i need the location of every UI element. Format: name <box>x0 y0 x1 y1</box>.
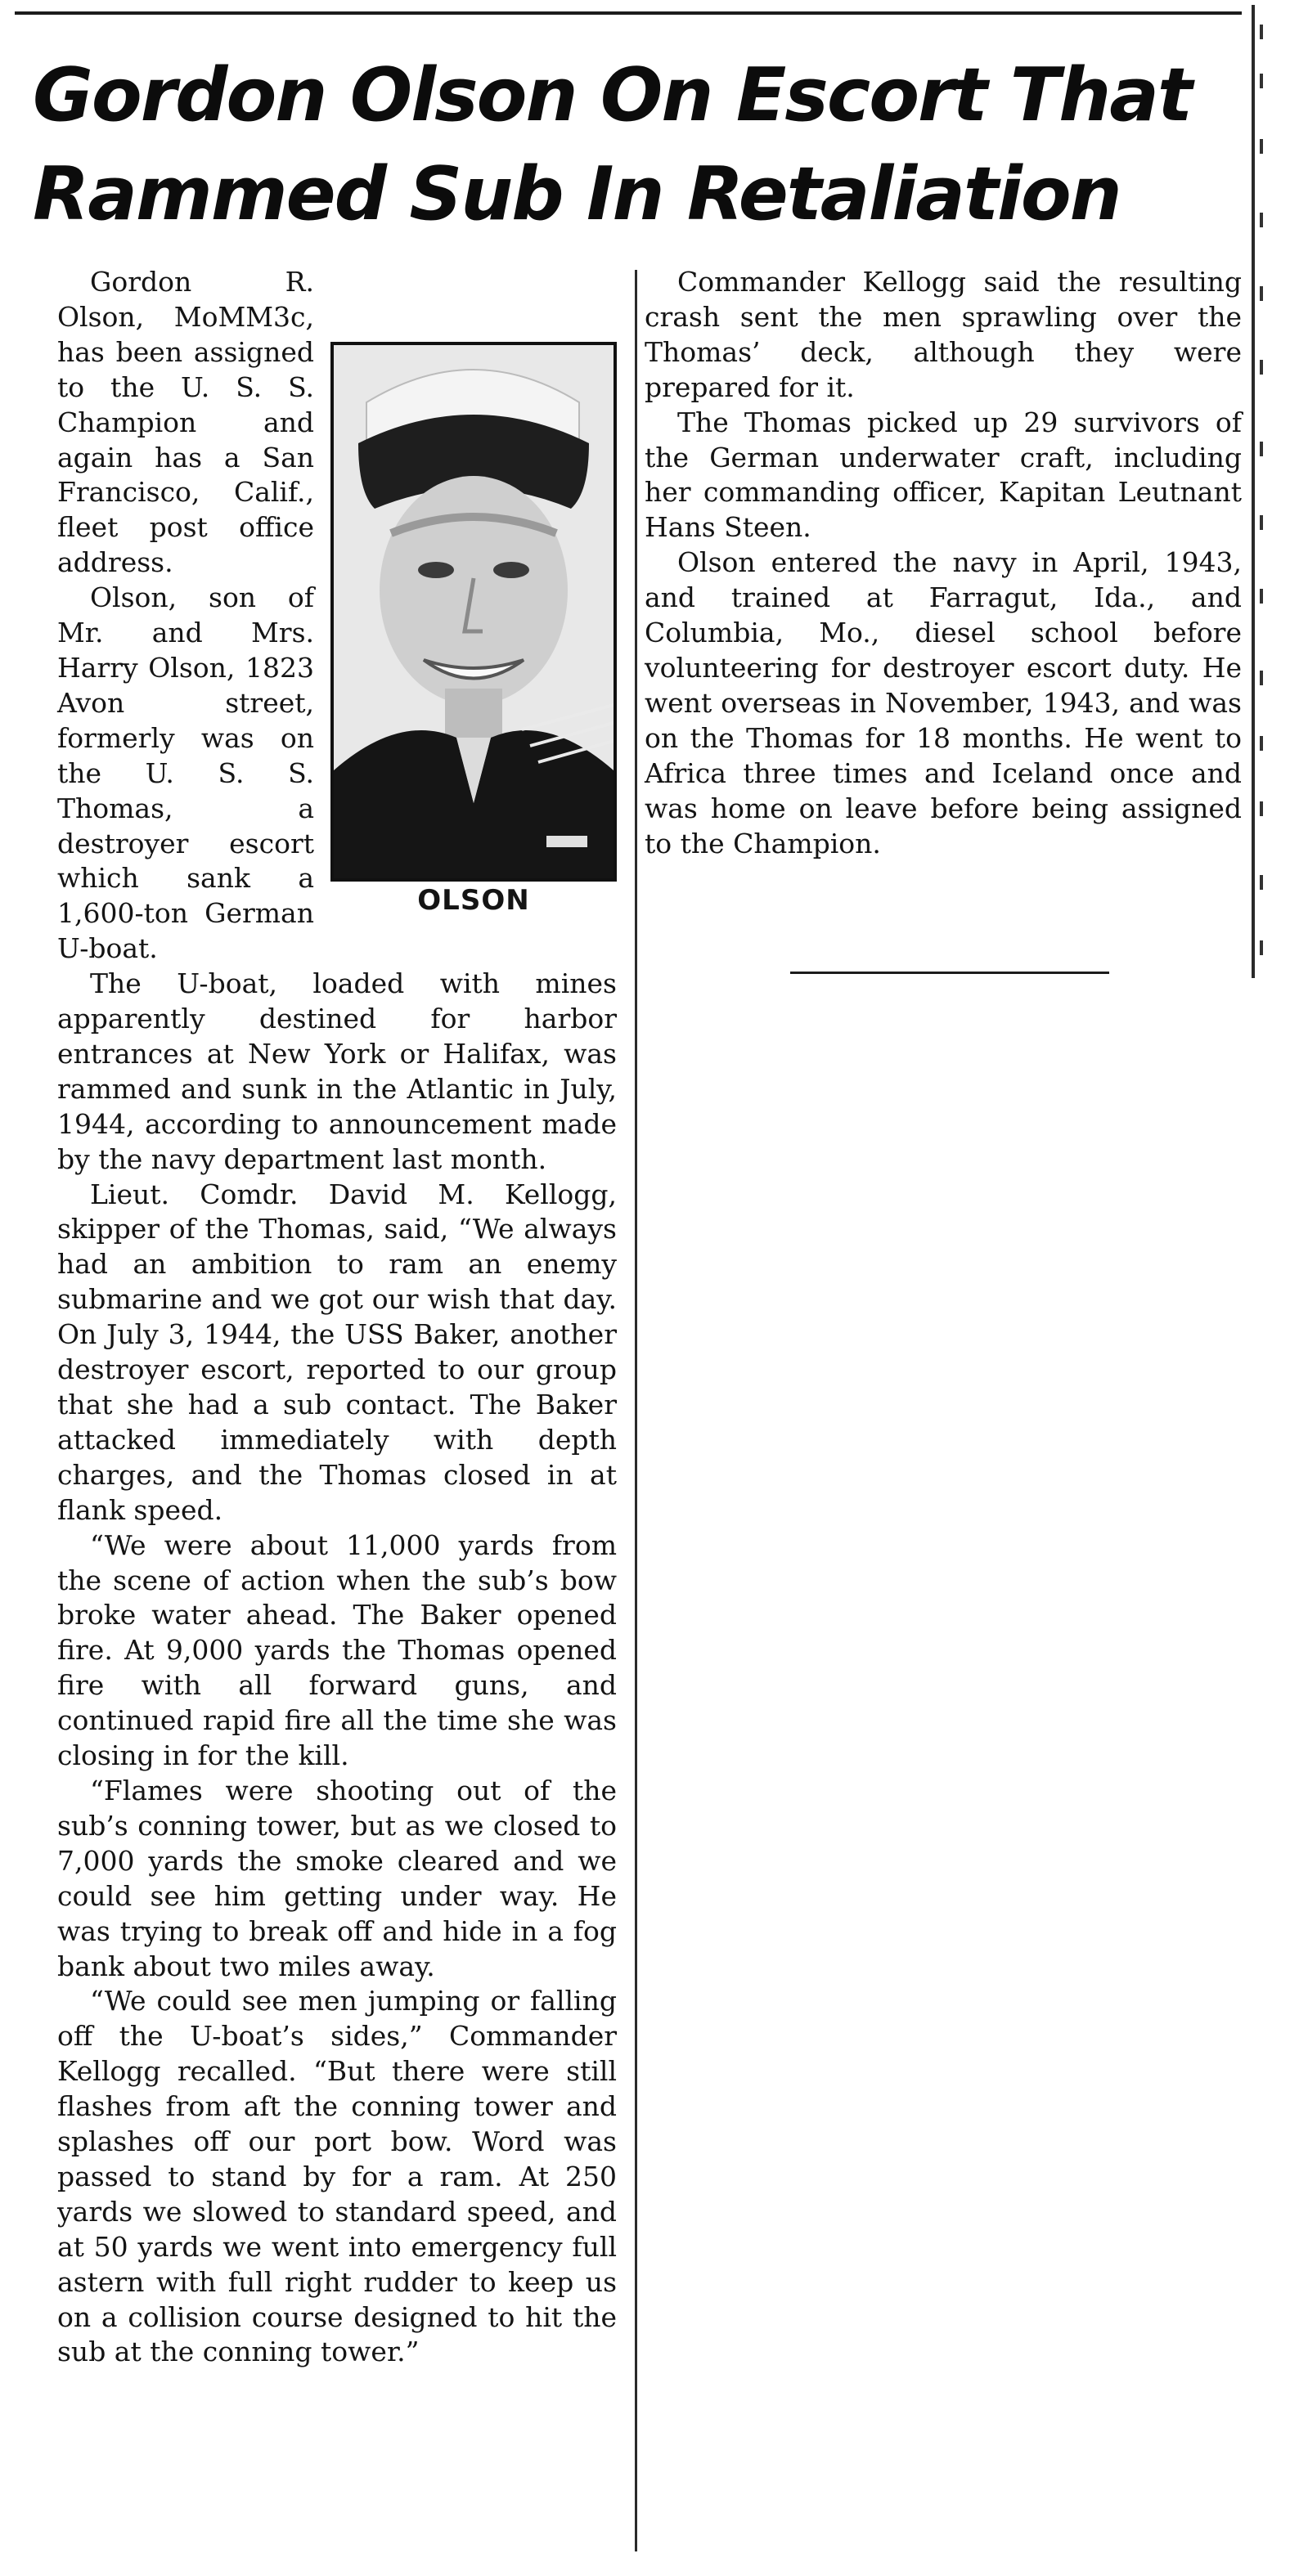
photo-block <box>330 342 617 917</box>
sailor-portrait-illustration <box>334 345 614 878</box>
paragraph: “Flames were shooting out of the sub’s conning tower, but as we closed to 7,000 yards the smoke cleared and we could see him getting under way. He was trying to break off and hide in a fog bank about two miles away. <box>57 1774 617 1982</box>
headline-line-1: Gordon Olson On Escort That <box>33 52 1192 138</box>
paragraph: Lieut. Comdr. David M. Kellogg, skipper of the Thomas, said, “We always had an ambition to ram an enemy submarine and we got our wish that day. On July 3, 1944, the USS Baker, another destroyer escort, reported to our group that she had a sub contact. The Baker attacked immediately with depth charges, and the Thomas closed in at flank speed. <box>57 1178 617 1526</box>
column-divider <box>635 270 637 2551</box>
paragraph: Commander Kellogg said the resulting crash sent the men sprawling over the Thomas’ deck, although they were prepared for it. <box>645 266 1242 403</box>
article-end-rule <box>790 972 1109 974</box>
headline-line-2: Rammed Sub In Retaliation <box>33 151 1121 237</box>
right-edge-rule <box>1252 5 1255 978</box>
paragraph: “We were about 11,000 yards from the scene of action when the sub’s bow broke water ahead. The Baker opened fire. At 9,000 yards the Thomas opened fire with all forward guns, and continued rapid fire all the time she was closing in for the kill. <box>57 1528 617 1772</box>
top-rule <box>15 11 1242 15</box>
paragraph: “We could see men jumping or falling off the U-boat’s sides,” Commander Kellogg recalled. “But there were still flashes from aft the conning tower and splashes off our port bow. Word was passed to stand by for a ram. At 250 yards we slowed to standard speed, and at 50 yards we went into emergency full astern with full right rudder to keep us on a collision course designed to hit the sub at the conning tower.” <box>57 1985 617 2368</box>
portrait-photo <box>330 342 617 882</box>
article-column-left <box>57 265 617 2370</box>
article-column-right <box>645 265 1242 861</box>
paragraph: Gordon R. Olson, MoMM3c, has been assigned to the U. S. S. Champion and again has a San Francisco, Calif., fleet post office address. <box>57 266 314 579</box>
paragraph: Olson entered the navy in April, 1943, and trained at Farragut, Ida., and Columbia, Mo., diesel school before volunteering for destroyer escort duty. He went overseas in November, 1943, and was on the Thomas for 18 months. He went to Africa three times and Iceland once and was home on leave before being assigned to the Champion. <box>645 546 1242 859</box>
adjacent-column-fragments <box>1260 16 1284 973</box>
paragraph: The U-boat, loaded with mines apparently destined for harbor entrances at New York or Halifax, was rammed and sunk in the Atlantic in July, 1944, according to announcement made by the navy department last month. <box>57 967 617 1175</box>
paragraph: Olson, son of Mr. and Mrs. Harry Olson, 1823 Avon street, formerly was on the U. S. S. Thomas, a destroyer escort which sank a 1,600-ton German U-boat. <box>57 581 314 965</box>
paragraph: The Thomas picked up 29 survivors of the German underwater craft, including her commanding officer, Kapitan Leutnant Hans Steen. <box>645 406 1242 544</box>
photo-caption: OLSON <box>417 884 530 917</box>
